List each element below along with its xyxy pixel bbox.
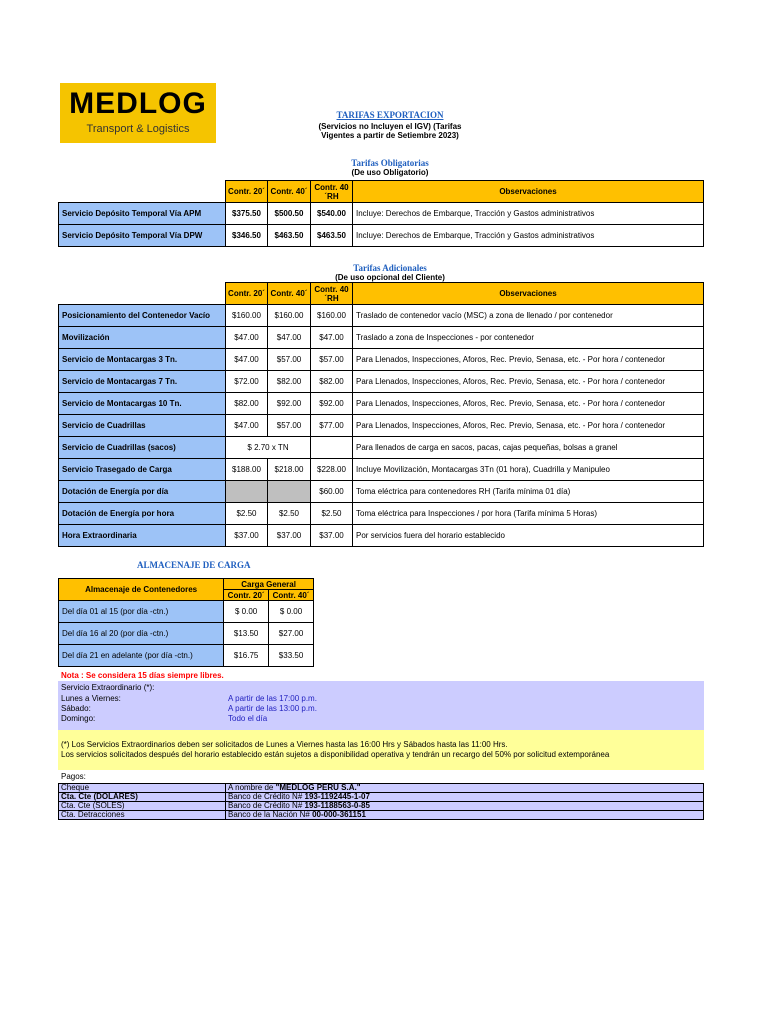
price-40: [268, 481, 311, 503]
table-row: [59, 645, 314, 667]
service-name: Dotación de Energía por día: [59, 481, 226, 503]
service-name: Servicio Trasegado de Carga: [59, 459, 226, 481]
logo-subtitle: Transport & Logistics: [86, 123, 190, 135]
adicionales-title: Tarifas Adicionales: [353, 263, 427, 273]
nota-text: Nota : Se considera 15 días siempre libres.: [61, 671, 224, 680]
price-20: $72.00: [226, 371, 268, 393]
service-name: Hora Extraordinaria: [59, 525, 226, 547]
aviso-line2: Los servicios solicitados después del horario establecido están sujetos a disponibilidad operativa y tendrán un recargo del 50% por solicitud extemporánea: [61, 750, 610, 759]
price-rh: $82.00: [311, 371, 353, 393]
service-name: Servicio de Montacargas 7 Tn.: [59, 371, 226, 393]
price-rh: $60.00: [311, 481, 353, 503]
observation: Toma eléctrica para Inspecciones / por hora (Tarifa mínima 5 Horas): [353, 503, 704, 525]
col-header: Observaciones: [353, 181, 704, 203]
table-row: [59, 811, 704, 820]
price-20: $47.00: [226, 415, 268, 437]
table-row: [59, 305, 704, 327]
price-rh: $228.00: [311, 459, 353, 481]
price-40: $2.50: [268, 503, 311, 525]
obligatorias-table: [58, 180, 704, 247]
almacenaje-col-header: Almacenaje de Contenedores: [59, 579, 224, 601]
day-value: A partir de las 13:00 p.m.: [228, 704, 317, 713]
table-row: [59, 784, 704, 793]
service-name: Movilización: [59, 327, 226, 349]
price-rh: $2.50: [311, 503, 353, 525]
payment-prefix: Banco de Crédito N#: [228, 801, 305, 810]
price-20: $82.00: [226, 393, 268, 415]
col-header: Contr. 40´: [268, 181, 311, 203]
table-row: [59, 503, 704, 525]
table-row: [59, 371, 704, 393]
price-merged: $ 2.70 x TN: [226, 437, 311, 459]
payment-prefix: Banco de la Nación N#: [228, 810, 313, 819]
table-row: [59, 802, 704, 811]
payment-value: 193-1188563-0-85: [304, 801, 370, 810]
service-name: Servicio Depósito Temporal Vía DPW: [59, 225, 226, 247]
price-rh: $37.00: [311, 525, 353, 547]
col-header: Contr. 20´: [226, 283, 268, 305]
price-20: $188.00: [226, 459, 268, 481]
table-row: [59, 623, 314, 645]
header-line2: Vigentes a partir de Setiembre 2023): [321, 131, 459, 140]
table-row: [59, 349, 704, 371]
observation: Para Llenados, Inspecciones, Aforos, Rec. Previo, Senasa, etc. - Por hora / contenedor: [353, 349, 704, 371]
aviso-line1: (*) Los Servicios Extraordinarios deben ser solicitados de Lunes a Viernes hasta las 16:00 Hrs y Sábados hasta las 11:00 Hrs.: [61, 740, 508, 749]
payment-prefix: Banco de Crédito N#: [228, 792, 305, 801]
price-40: $82.00: [268, 371, 311, 393]
price-rh: $77.00: [311, 415, 353, 437]
col-header: Contr. 40´RH: [311, 181, 353, 203]
storage-period: Del día 21 en adelante (por día -ctn.): [59, 645, 224, 667]
price-20: $37.00: [226, 525, 268, 547]
price-rh: $92.00: [311, 393, 353, 415]
service-name: Servicio de Montacargas 10 Tn.: [59, 393, 226, 415]
price-20: $160.00: [226, 305, 268, 327]
day-value: A partir de las 17:00 p.m.: [228, 694, 317, 703]
col-header: Contr. 40´: [269, 590, 314, 601]
price-rh: $160.00: [311, 305, 353, 327]
col-header: Contr. 20´: [226, 181, 268, 203]
observation: Para Llenados, Inspecciones, Aforos, Rec. Previo, Senasa, etc. - Por hora / contenedor: [353, 393, 704, 415]
service-name: Dotación de Energía por hora: [59, 503, 226, 525]
price-rh: $47.00: [311, 327, 353, 349]
table-row: [59, 793, 704, 802]
price-20: [226, 481, 268, 503]
logo-word: MEDLOG: [69, 87, 207, 120]
day-label: Lunes a Viernes:: [61, 694, 121, 703]
header-line1: (Servicios no Incluyen el IGV) (Tarifas: [318, 122, 462, 131]
storage-period: Del día 01 al 15 (por día -ctn.): [59, 601, 224, 623]
price-40: $218.00: [268, 459, 311, 481]
price-40: $27.00: [269, 623, 314, 645]
table-row: [59, 327, 704, 349]
price-20: $47.00: [226, 349, 268, 371]
observation: Para llenados de carga en sacos, pacas, cajas pequeñas, bolsas a granel: [353, 437, 704, 459]
observation: Incluye: Derechos de Embarque, Tracción y Gastos administrativos: [353, 203, 704, 225]
payment-prefix: A nombre de: [228, 783, 276, 792]
price-rh: $463.50: [311, 225, 353, 247]
observation: Para Llenados, Inspecciones, Aforos, Rec. Previo, Senasa, etc. - Por hora / contenedor: [353, 371, 704, 393]
price-20: $375.50: [226, 203, 268, 225]
observation: Incluye Movilización, Montacargas 3Tn (01 hora), Cuadrilla y Manipuleo: [353, 459, 704, 481]
table-row: [59, 225, 704, 247]
payment-value: 193-1192445-1-07: [304, 792, 370, 801]
obligatorias-heading: [290, 158, 490, 177]
observation: Incluye: Derechos de Embarque, Tracción y Gastos administrativos: [353, 225, 704, 247]
almacenaje-table: [58, 578, 314, 667]
day-label: Domingo:: [61, 714, 96, 723]
price-40: $160.00: [268, 305, 311, 327]
adicionales-heading: [280, 263, 500, 282]
table-row: [59, 459, 704, 481]
service-name: Posicionamiento del Contenedor Vacío: [59, 305, 226, 327]
pagos-label: Pagos:: [61, 772, 86, 781]
payment-method: Cta. Cte (DOLARES): [59, 793, 226, 802]
day-label: Sábado:: [61, 704, 91, 713]
price-40: $500.50: [268, 203, 311, 225]
adicionales-subtitle: (De uso opcional del Cliente): [335, 273, 445, 282]
table-row: [59, 481, 704, 503]
obligatorias-title: Tarifas Obligatorias: [351, 158, 429, 168]
table-row: [59, 437, 704, 459]
price-20: $13.50: [224, 623, 269, 645]
price-rh: [311, 437, 353, 459]
adicionales-table: [58, 282, 704, 547]
day-value: Todo el día: [228, 714, 268, 723]
payment-method: Cheque: [59, 784, 226, 793]
table-row: [59, 601, 314, 623]
price-20: $ 0.00: [224, 601, 269, 623]
table-row: [59, 525, 704, 547]
table-row: [59, 415, 704, 437]
extraordinario-box: [58, 681, 704, 730]
col-header: Observaciones: [353, 283, 704, 305]
price-20: $16.75: [224, 645, 269, 667]
col-header: Contr. 40´RH: [311, 283, 353, 305]
col-header: Contr. 40´: [268, 283, 311, 305]
observation: Toma eléctrica para contenedores RH (Tarifa mínima 01 día): [353, 481, 704, 503]
observation: Por servicios fuera del horario establecido: [353, 525, 704, 547]
price-20: $2.50: [226, 503, 268, 525]
service-name: Servicio de Cuadrillas (sacos): [59, 437, 226, 459]
obligatorias-subtitle: (De uso Obligatorio): [351, 168, 429, 177]
aviso-box: [58, 730, 704, 770]
extraordinario-label: Servicio Extraordinario (*):: [61, 683, 155, 692]
almacenaje-group-header: Carga General: [224, 579, 314, 590]
price-40: $57.00: [268, 415, 311, 437]
price-rh: $540.00: [311, 203, 353, 225]
observation: Traslado de contenedor vacío (MSC) a zona de llenado / por contenedor: [353, 305, 704, 327]
medlog-logo: [60, 83, 216, 143]
table-row: [59, 203, 704, 225]
price-20: $47.00: [226, 327, 268, 349]
price-rh: $57.00: [311, 349, 353, 371]
price-40: $463.50: [268, 225, 311, 247]
service-name: Servicio de Cuadrillas: [59, 415, 226, 437]
table-row: [59, 393, 704, 415]
pagos-table: [58, 783, 704, 820]
storage-period: Del día 16 al 20 (por día -ctn.): [59, 623, 224, 645]
price-40: $92.00: [268, 393, 311, 415]
payment-value: "MEDLOG PERU S.A.": [275, 783, 361, 792]
payment-method: Cta. Detracciones: [59, 811, 226, 820]
service-name: Servicio de Montacargas 3 Tn.: [59, 349, 226, 371]
almacenaje-title: ALMACENAJE DE CARGA: [137, 560, 251, 570]
payment-value: 00-000-361151: [312, 810, 366, 819]
page-header: [290, 110, 490, 140]
observation: Para Llenados, Inspecciones, Aforos, Rec. Previo, Senasa, etc. - Por hora / contenedor: [353, 415, 704, 437]
col-header: Contr. 20´: [224, 590, 269, 601]
price-40: $37.00: [268, 525, 311, 547]
price-20: $346.50: [226, 225, 268, 247]
price-40: $33.50: [269, 645, 314, 667]
service-name: Servicio Depósito Temporal Vía APM: [59, 203, 226, 225]
price-40: $57.00: [268, 349, 311, 371]
payment-detail: [226, 811, 704, 820]
observation: Traslado a zona de Inspecciones - por contenedor: [353, 327, 704, 349]
price-40: $ 0.00: [269, 601, 314, 623]
payment-method: Cta. Cte (SOLES): [59, 802, 226, 811]
page-title: TARIFAS EXPORTACION: [336, 110, 444, 120]
price-40: $47.00: [268, 327, 311, 349]
